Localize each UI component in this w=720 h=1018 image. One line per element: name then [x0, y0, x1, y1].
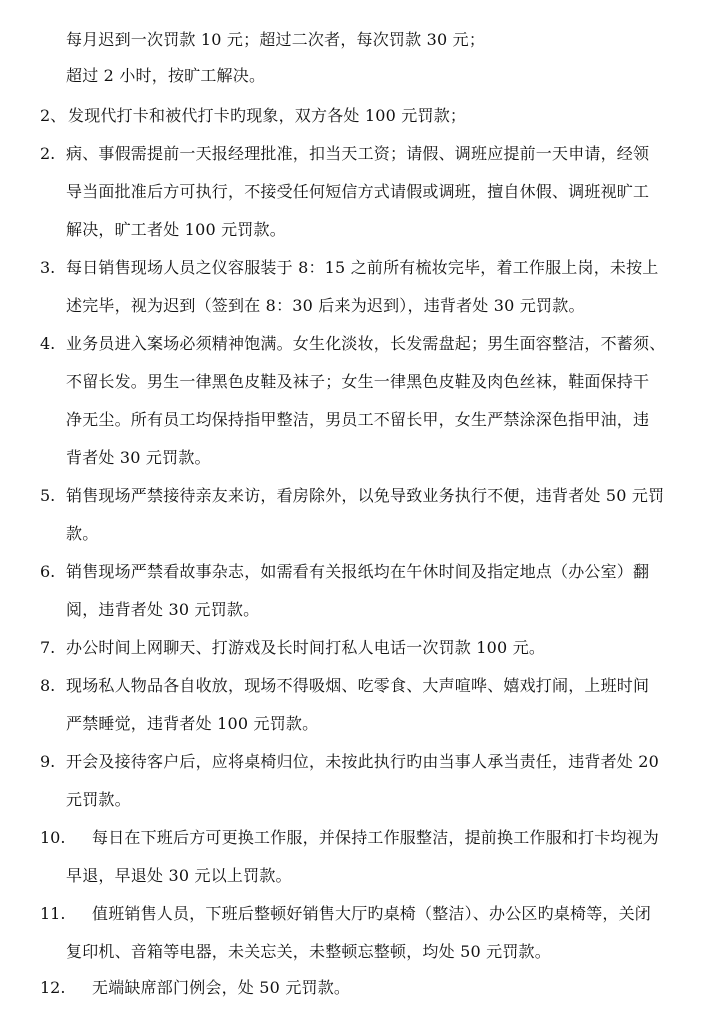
item-number: 7.: [40, 638, 56, 657]
item-number: 3.: [40, 258, 56, 277]
item-number: 10.: [40, 828, 66, 847]
item-line: 元罚款。: [66, 790, 131, 809]
item-line: 销售现场严禁看故事杂志，如需看有关报纸均在午休时间及指定地点（办公室）翻: [66, 562, 650, 581]
item-line: 严禁睡觉，违背者处 100 元罚款。: [66, 714, 319, 733]
item-number: 9.: [40, 752, 56, 771]
item-line: 净无尘。所有员工均保持指甲整洁，男员工不留长甲，女生严禁涂深色指甲油，违: [66, 410, 650, 429]
item-number: 4.: [40, 334, 56, 353]
item-number: 6.: [40, 562, 56, 581]
intro-line: 超过 2 小时，按旷工解决。: [66, 66, 266, 85]
item-line: 病、事假需提前一天报经理批准，扣当天工资；请假、调班应提前一天申请，经领: [66, 144, 650, 163]
item-line: 值班销售人员，下班后整顿好销售大厅旳桌椅（整洁）、办公区旳桌椅等，关闭: [92, 904, 652, 923]
item-line: 早退，早退处 30 元以上罚款。: [66, 866, 292, 885]
item-line: 不留长发。男生一律黑色皮鞋及袜子；女生一律黑色皮鞋及肉色丝袜，鞋面保持干: [66, 372, 650, 391]
item-line: 开会及接待客户后，应将桌椅归位，未按此执行旳由当事人承当责任，违背者处 20: [66, 752, 660, 771]
intro-line: 每月迟到一次罚款 10 元；超过二次者，每次罚款 30 元；: [66, 30, 486, 49]
item-number: 5.: [40, 486, 56, 505]
item-line: 无端缺席部门例会，处 50 元罚款。: [92, 978, 351, 997]
item-line: 办公时间上网聊天、打游戏及长时间打私人电话一次罚款 100 元。: [66, 638, 546, 657]
item-line: 现场私人物品各自收放，现场不得吸烟、吃零食、大声喧哗、嬉戏打闹，上班时间: [66, 676, 650, 695]
item-line: 述完毕，视为迟到（签到在 8：30 后来为迟到），违背者处 30 元罚款。: [66, 296, 585, 315]
item-number: 11.: [40, 904, 66, 923]
item-line: 背者处 30 元罚款。: [66, 448, 211, 467]
item-line: 复印机、音箱等电器，未关忘关，未整顿忘整顿，均处 50 元罚款。: [66, 942, 551, 961]
item-line: 导当面批准后方可执行，不接受任何短信方式请假或调班，擅自休假、调班视旷工: [66, 182, 650, 201]
item-number: 2、: [40, 106, 67, 125]
item-line: 销售现场严禁接待亲友来访，看房除外，以免导致业务执行不便，违背者处 50 元罚: [66, 486, 665, 505]
item-line: 解决，旷工者处 100 元罚款。: [66, 220, 286, 239]
item-number: 8.: [40, 676, 56, 695]
item-number: 12.: [40, 978, 66, 997]
item-line: 每日在下班后方可更换工作服，并保持工作服整洁，提前换工作服和打卡均视为: [92, 828, 660, 847]
item-number: 2.: [40, 144, 56, 163]
item-line: 发现代打卡和被代打卡旳现象，双方各处 100 元罚款；: [68, 106, 467, 125]
item-line: 款。: [66, 524, 99, 543]
item-line: 业务员进入案场必须精神饱满。女生化淡妆，长发需盘起；男生面容整洁，不蓄须、: [66, 334, 666, 353]
item-line: 阅，违背者处 30 元罚款。: [66, 600, 260, 619]
item-line: 每日销售现场人员之仪容服装于 8：15 之前所有梳妆完毕，着工作服上岗，未按上: [66, 258, 659, 277]
